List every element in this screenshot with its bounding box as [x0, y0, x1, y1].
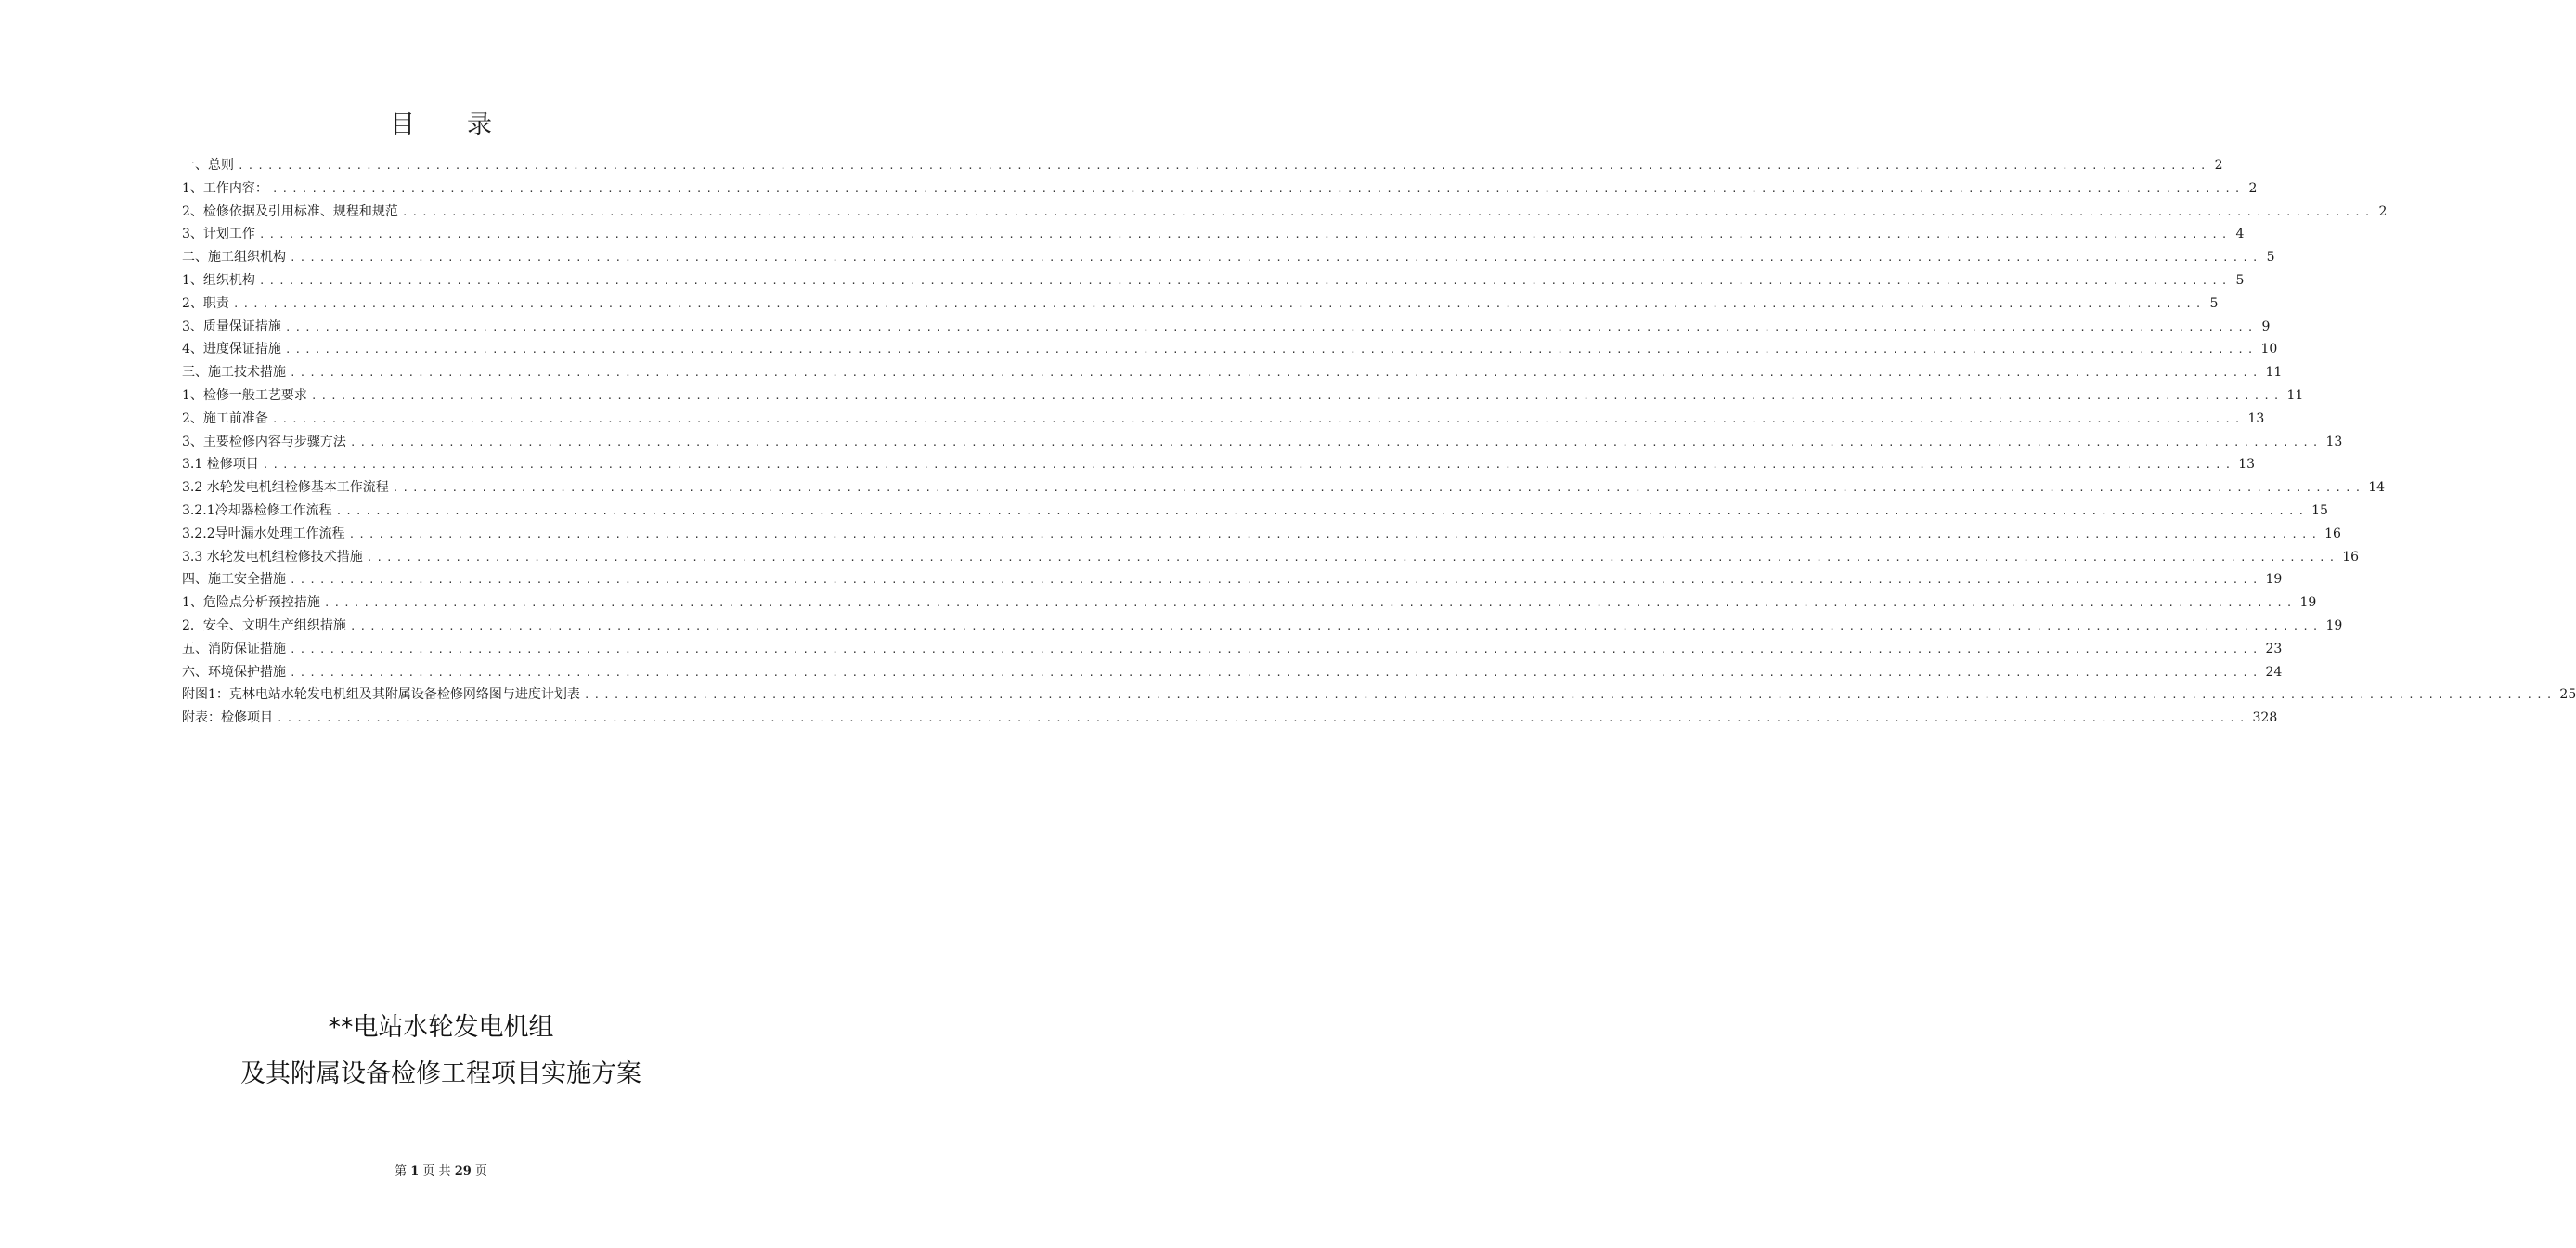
toc-entry-label: 1、组织机构	[182, 272, 255, 288]
toc-entry-leader: ........................................................................................................................................................................................................	[284, 344, 2258, 357]
toc-entry[interactable]	[182, 662, 2283, 685]
toc-entry-page: 24	[2265, 664, 2283, 680]
toc-entry-leader: ........................................................................................................................................................................................................	[258, 228, 2232, 241]
toc-entry-leader: ........................................................................................................................................................................................................	[258, 274, 2232, 287]
toc-entry-page: 9	[2261, 318, 2271, 334]
toc-entry[interactable]	[182, 178, 2258, 202]
toc-entry-page: 11	[2265, 365, 2283, 381]
toc-entry-leader: ........................................................................................................................................................................................................	[366, 551, 2339, 564]
toc-entry-leader: ........................................................................................................................................................................................................	[271, 412, 2245, 425]
toc-entry-page: 13	[2238, 457, 2256, 473]
toc-entry[interactable]	[182, 592, 2317, 616]
toc-entry-leader: ........................................................................................................................................................................................................	[349, 436, 2323, 448]
toc-entry-page: 5	[2209, 295, 2219, 311]
toc-entry[interactable]	[182, 432, 2343, 455]
toc-entry[interactable]	[182, 639, 2283, 662]
toc-entry-label: 3.2 水轮发电机组检修基本工作流程	[182, 480, 389, 496]
document-title-line-1: **电站水轮发电机组	[328, 1013, 554, 1042]
toc-entry-label: 2、职责	[182, 295, 229, 311]
toc-entry-label: 4、进度保证措施	[182, 342, 281, 358]
toc-entry-page: 2	[2378, 203, 2388, 219]
toc-entry-leader: ........................................................................................................................................................................................................	[290, 666, 2262, 679]
toc-entry[interactable]	[182, 477, 2386, 500]
toc-entry-leader: ........................................................................................................................................................................................................	[335, 504, 2309, 517]
toc-entry-page: 16	[2342, 549, 2360, 565]
toc-entry-leader: ........................................................................................................................................................................................................	[271, 182, 2245, 195]
toc-entry[interactable]	[182, 385, 2304, 409]
toc-entry-leader: ........................................................................................................................................................................................................	[401, 205, 2375, 218]
toc-entry-label: 附图1：克林电站水轮发电机组及其附属设备检修网络图与进度计划表	[182, 687, 580, 703]
footer-suffix: 页	[474, 1164, 487, 1178]
toc-entry-page: 19	[2299, 595, 2317, 611]
toc-entry-leader: ........................................................................................................................................................................................................	[290, 252, 2262, 265]
toc-entry[interactable]	[182, 202, 2388, 225]
toc-entry[interactable]	[182, 293, 2219, 317]
toc-entry[interactable]	[182, 524, 2341, 547]
toc-entry-page: 16	[2324, 526, 2341, 541]
toc-entry-label: 3.1 检修项目	[182, 457, 259, 473]
toc-entry-label: 六、环境保护措施	[182, 664, 286, 680]
toc-entry-label: 3.2.2导叶漏水处理工作流程	[182, 526, 345, 541]
toc-entry-page: 15	[2311, 502, 2328, 518]
table-of-contents	[182, 155, 2576, 731]
toc-entry[interactable]	[182, 409, 2265, 432]
toc-entry-page: 11	[2286, 387, 2304, 403]
toc-entry-page: 23	[2265, 641, 2283, 656]
toc-entry-label: 附表：检修项目	[182, 710, 273, 726]
toc-entry[interactable]	[182, 224, 2245, 247]
toc-entry-page: 13	[2247, 410, 2265, 426]
toc-entry-page: 328	[2252, 710, 2278, 726]
toc-entry-leader: ........................................................................................................................................................................................................	[262, 459, 2235, 472]
toc-entry-page: 14	[2368, 480, 2386, 496]
toc-entry-page: 4	[2235, 227, 2245, 242]
toc-entry-label: 3.3 水轮发电机组检修技术措施	[182, 549, 363, 565]
toc-entry-label: 2．安全、文明生产组织措施	[182, 618, 346, 633]
toc-entry-label: 3.2.1冷却器检修工作流程	[182, 502, 332, 518]
toc-entry[interactable]	[182, 270, 2245, 293]
toc-entry-leader: ........................................................................................................................................................................................................	[348, 527, 2322, 540]
toc-entry[interactable]	[182, 500, 2328, 524]
toc-entry-leader: ........................................................................................................................................................................................................	[290, 574, 2262, 587]
page-footer	[0, 1161, 882, 1178]
toc-entry[interactable]	[182, 684, 2576, 708]
toc-entry-label: 3、主要检修内容与步骤方法	[182, 434, 346, 449]
toc-entry-page: 19	[2325, 618, 2343, 633]
toc-entry-leader: ........................................................................................................................................................................................................	[310, 389, 2284, 402]
toc-entry-page: 19	[2265, 572, 2283, 588]
toc-entry-leader: ........................................................................................................................................................................................................	[238, 160, 2210, 172]
toc-entry[interactable]	[182, 339, 2278, 362]
toc-entry-label: 1、工作内容：	[182, 180, 268, 196]
toc-entry[interactable]	[182, 547, 2360, 570]
toc-entry[interactable]	[182, 616, 2343, 639]
toc-entry[interactable]	[182, 708, 2278, 731]
toc-entry[interactable]	[182, 317, 2271, 340]
toc-entry-leader: ........................................................................................................................................................................................................	[392, 482, 2365, 495]
footer-prefix: 第	[395, 1164, 408, 1178]
toc-entry-label: 1、检修一般工艺要求	[182, 387, 307, 403]
toc-entry-page: 5	[2235, 272, 2245, 288]
toc-entry-page: 10	[2260, 342, 2278, 358]
toc-entry-leader: ........................................................................................................................................................................................................	[583, 689, 2557, 702]
toc-entry-label: 1、危险点分析预控措施	[182, 595, 320, 611]
toc-entry[interactable]	[182, 155, 2223, 178]
toc-entry-leader: ........................................................................................................................................................................................................	[284, 320, 2258, 333]
toc-entry-page: 2	[2248, 180, 2258, 196]
footer-current-page: 1	[410, 1164, 420, 1178]
toc-entry-label: 四、施工安全措施	[182, 572, 286, 588]
toc-entry-label: 2、检修依据及引用标准、规程和规范	[182, 203, 398, 219]
toc-entry-page: 25	[2559, 687, 2576, 703]
toc-entry-leader: ........................................................................................................................................................................................................	[232, 297, 2206, 310]
toc-entry-leader: ........................................................................................................................................................................................................	[290, 367, 2262, 380]
toc-entry-label: 三、施工技术措施	[182, 365, 286, 381]
toc-title: 目录	[390, 110, 544, 139]
toc-entry-leader: ........................................................................................................................................................................................................	[323, 597, 2297, 610]
toc-entry-label: 五、消防保证措施	[182, 641, 286, 656]
toc-entry-label: 二、施工组织机构	[182, 250, 286, 266]
toc-entry-label: 3、计划工作	[182, 227, 255, 242]
footer-total-pages: 29	[454, 1164, 472, 1178]
toc-entry-leader: ........................................................................................................................................................................................................	[290, 643, 2262, 656]
toc-entry-leader: ........................................................................................................................................................................................................	[349, 619, 2323, 632]
toc-entry-page: 5	[2266, 250, 2275, 266]
toc-entry[interactable]	[182, 569, 2283, 592]
toc-entry-page: 2	[2214, 158, 2223, 173]
toc-entry-leader: ........................................................................................................................................................................................................	[277, 712, 2249, 725]
toc-entry[interactable]	[182, 362, 2283, 385]
document-title-line-2: 及其附属设备检修工程项目实施方案	[240, 1060, 641, 1088]
toc-entry-page: 13	[2325, 434, 2343, 449]
toc-entry-label: 3、质量保证措施	[182, 318, 281, 334]
toc-entry-label: 2、施工前准备	[182, 410, 268, 426]
toc-entry-label: 一、总则	[182, 158, 234, 173]
toc-entry[interactable]	[182, 454, 2256, 477]
toc-entry[interactable]	[182, 247, 2275, 270]
footer-middle: 页 共	[422, 1164, 451, 1178]
